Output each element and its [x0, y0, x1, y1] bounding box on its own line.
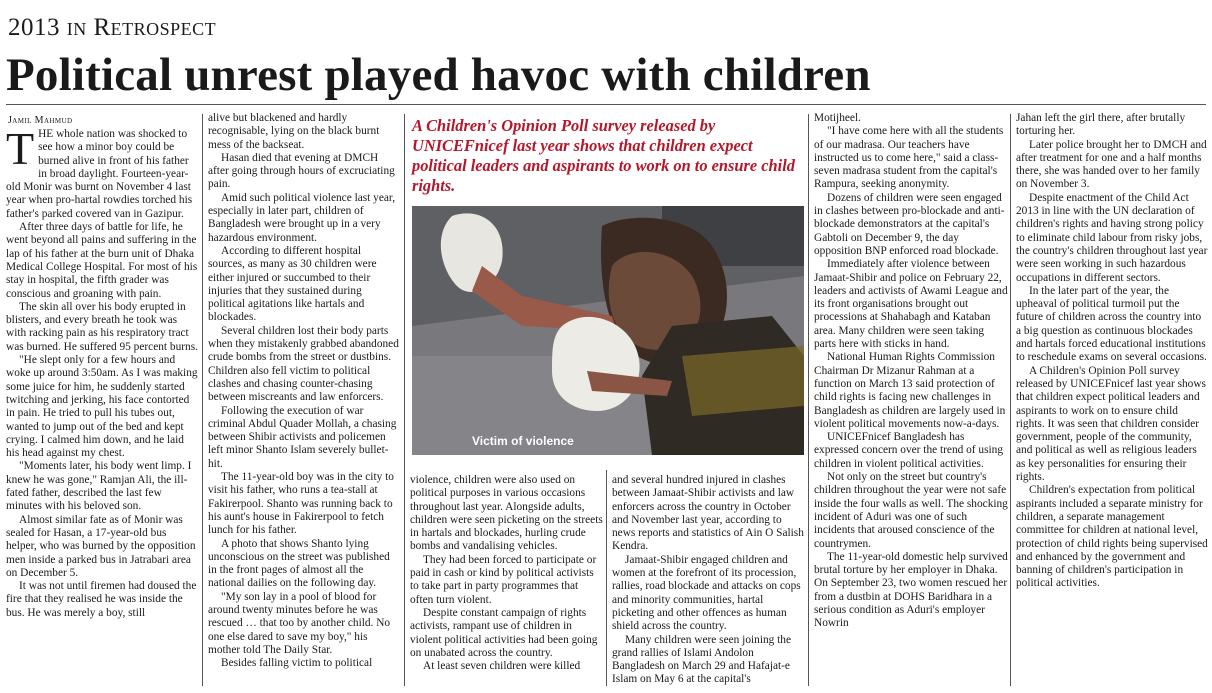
paragraph: At least seven children were killed — [423, 660, 581, 673]
paragraph: Hasan died that evening at DMCH after going through hours of excruciating pain. — [208, 151, 395, 191]
paragraph: Dozens of children were seen engaged in clashes between pro-blockade and anti-blockade demonstrators at the capital's Gabtoli on December 9, the day opposition BNP enforced road blockade. — [814, 191, 1005, 257]
section-year: 2013 — [8, 14, 60, 41]
paragraph: In the later part of the year, the upheaval of political turmoil put the future of children across the country into a big question as continuous blockades and hartals forced educational institutions to reschedule exams on several occasions. — [1016, 284, 1207, 364]
paragraph: According to different hospital sources, as many as 30 children were either injured or succumbed to their injuries that they sustained during political agitations like hartals and blockades. — [208, 244, 377, 324]
headline-rule — [6, 104, 1206, 105]
paragraph: Almost similar fate as of Monir was sealed for Hasan, a 17-year-old bus helper, who was burned by the opposition men inside a parked bus in Jatrabari area on December 5. — [6, 513, 196, 579]
paragraph: Many children were seen joining the grand rallies of Islami Andolon Bangladesh on March 29 and Hafajat-e Islam on May 6 at the capital's — [612, 633, 792, 686]
photo-caption: Victim of violence — [472, 434, 574, 448]
paragraph: "I have come here with all the students of our madrasa. Our teachers have instructed us to come here," said a class-seven madrasa student from the capital's Rampura, seeking anonymity. — [814, 125, 1004, 191]
paragraph: After three days of battle for life, he went beyond all pains and suffering in the lap of his father at the burn unit of Dhaka Medical College Hospital. For most of his stay in hospital, the fifth grader was conscious and groaning with pain. — [6, 221, 198, 300]
paragraph: "My son lay in a pool of blood for around twenty minutes before he was rescued … that too by another child. No one else dared to save my boy," his mother told The Daily Star. — [208, 590, 391, 656]
paragraph: Not only on the street but country's children throughout the year were not safe inside the four walls as well. The shocking incident of Aduri was one of such incidents that aroused conscience of the countrymen. — [814, 471, 1008, 550]
paragraph: National Human Rights Commission Chairman Dr Mizanur Rahman at a function on March 13 said protection of child rights is facing new challenges in Bangladesh as children are largely used in violent political movements now-a-days. — [814, 351, 1006, 430]
pull-quote: A Children's Opinion Poll survey released by UNICEFnicef last year shows that children expect political leaders and aspirants to work on to ensure child rights. — [412, 116, 795, 195]
column-divider — [404, 114, 405, 686]
paragraph: Several children lost their body parts when they mistakenly grabbed abandoned crude bombs from the street or dustbins. Children also fell victim to political clashes and chasing counter-chasing between miscreants and law enforcers. — [208, 324, 399, 404]
headline: Political unrest played havoc with children — [6, 49, 871, 101]
paragraph: Later police brought her to DMCH and after treatment for one and a half months there, she was handed over to her family on November 3. — [1016, 138, 1207, 191]
photo-illustration — [412, 206, 804, 455]
byline: Jamil Mahmud — [8, 115, 73, 126]
paragraph: Amid such political violence last year, especially in later part, children of Bangladesh were brought up in a very hazardous environment. — [208, 191, 396, 244]
paragraph: "He slept only for a few hours and woke up around 3:50am. As I was making some juice for him, he suddenly started twitching and jerking, his face contorted in pain. He tried to pull his tubes out, wanted to jump out of the bed and kept crying. I calmed him down, and he laid his head against my chest. — [6, 354, 198, 460]
article-column-3 — [410, 474, 604, 690]
paragraph: alive but blackened and hardly recognisable, lying on the black burnt mess of the backseat. — [208, 112, 380, 151]
section-label: in Retrospect — [66, 14, 217, 41]
paragraph: It was not until firemen had doused the fire that they realised he was inside the bus. He was merely a boy, still — [6, 580, 197, 619]
paragraph: Jahan left the girl there, after brutally torturing her. — [1016, 112, 1186, 138]
paragraph: The 11-year-old boy was in the city to visit his father, who runs a tea-stall at Fakirerpool. Shanto was running back to his aunt's house in Fakirerpool to fetch lunch for his father. — [208, 471, 394, 537]
paragraph: The 11-year-old domestic help survived brutal torture by her employer in Dhaka. On September 23, two women rescued her from a dustbin at DOHS Baridhara in a serious condition as Aduri's employer Nowrin — [814, 550, 1008, 630]
paragraph: Following the execution of war criminal Abdul Quader Mollah, a chasing between Shibir activists and policemen left minor Shanto Islam severely bullet-hit. — [208, 404, 397, 470]
paragraph: The skin all over his body erupted in blisters, and every breath he took was with racking pain as his respiratory tract was burned. He suffered 95 percent burns. — [6, 300, 198, 353]
paragraph: Despite constant campaign of rights activists, rampant use of children in violent political activities had been going on unabated across the country. — [410, 606, 598, 659]
drop-cap: T — [6, 128, 35, 174]
paragraph: UNICEFnicef Bangladesh has expressed concern over the trend of using children in violent political activities. — [814, 431, 1003, 470]
article-column-1 — [6, 128, 198, 690]
paragraph: Jamaat-Shibir engaged children and women at the forefront of its procession, rallies, road blockade and attacks on cops and minority communities, hartal picketing and other offences as human shield across the country. — [612, 553, 801, 633]
column-divider — [808, 114, 809, 686]
news-photo — [412, 206, 804, 455]
paragraph: "Moments later, his body went limp. I knew he was gone," Ramjan Ali, the ill-fated father, described the last few minutes with his beloved son. — [6, 460, 192, 513]
column-divider — [202, 114, 203, 686]
article-column-6 — [1016, 112, 1208, 690]
paragraph: violence, children were also used on political purposes in various occasions throughout last year. Alongside adults, children were seen picketing on the streets in hartals and blockades, hurling crude bombs and vandalising vehicles. — [410, 474, 603, 553]
column-divider — [606, 470, 607, 686]
paragraph: A photo that shows Shanto lying unconscious on the street was published in the front pages of almost all the national dailies on the following day. — [208, 537, 390, 590]
paragraph: Immediately after violence between Jamaat-Shibir and police on February 22, leaders and activists of Awami League and its front organisations brought out processions at Shahabagh and Kataban area. Many children were seen taking parts here with sticks in hand. — [814, 258, 1008, 351]
paragraph: and several hundred injured in clashes between Jamaat-Shibir activists and law enforcers across the country in October and November last year, according to news reports and statistics of Ain O Salish Kendra. — [612, 474, 804, 553]
paragraph: They had been forced to participate or paid in cash or kind by political activists to take part in party programmes that often turn violent. — [410, 553, 597, 606]
paragraph: A Children's Opinion Poll survey released by UNICEFnicef last year shows that children expect political leaders and aspirants to work on to ensure child rights. It was seen that children consider government, people of the community, and political as well as religious leaders as key personalities for ensuring their rights. — [1016, 364, 1206, 484]
article-column-2 — [208, 112, 400, 690]
paragraph: HE whole nation was shocked to see how a minor boy could be burned alive in front of his father in broad daylight. Fourteen-year-old Monir was burnt on November 4 last year when pro-hartal rowdies torched his father's parked covered van in Gazipur. — [6, 128, 193, 220]
section-kicker — [8, 14, 216, 42]
article-column-5 — [814, 112, 1008, 690]
paragraph: Besides falling victim to political — [221, 657, 373, 670]
paragraph: Children's expectation from political aspirants included a separate ministry for children, a separate management committee for children at national level, protection of child rights being supervised and enhanced by the government and banning of children's participation in political activities. — [1016, 484, 1208, 590]
column-divider — [1010, 114, 1011, 686]
paragraph: Motijheel. — [814, 112, 861, 124]
paragraph: Despite enactment of the Child Act 2013 in line with the UN declaration of children's rights and having strong policy to eliminate child labour from risky jobs, the country's children throughout last year were seen working in such hazardous occupations in different sectors. — [1016, 191, 1208, 284]
article-column-4 — [612, 474, 806, 690]
